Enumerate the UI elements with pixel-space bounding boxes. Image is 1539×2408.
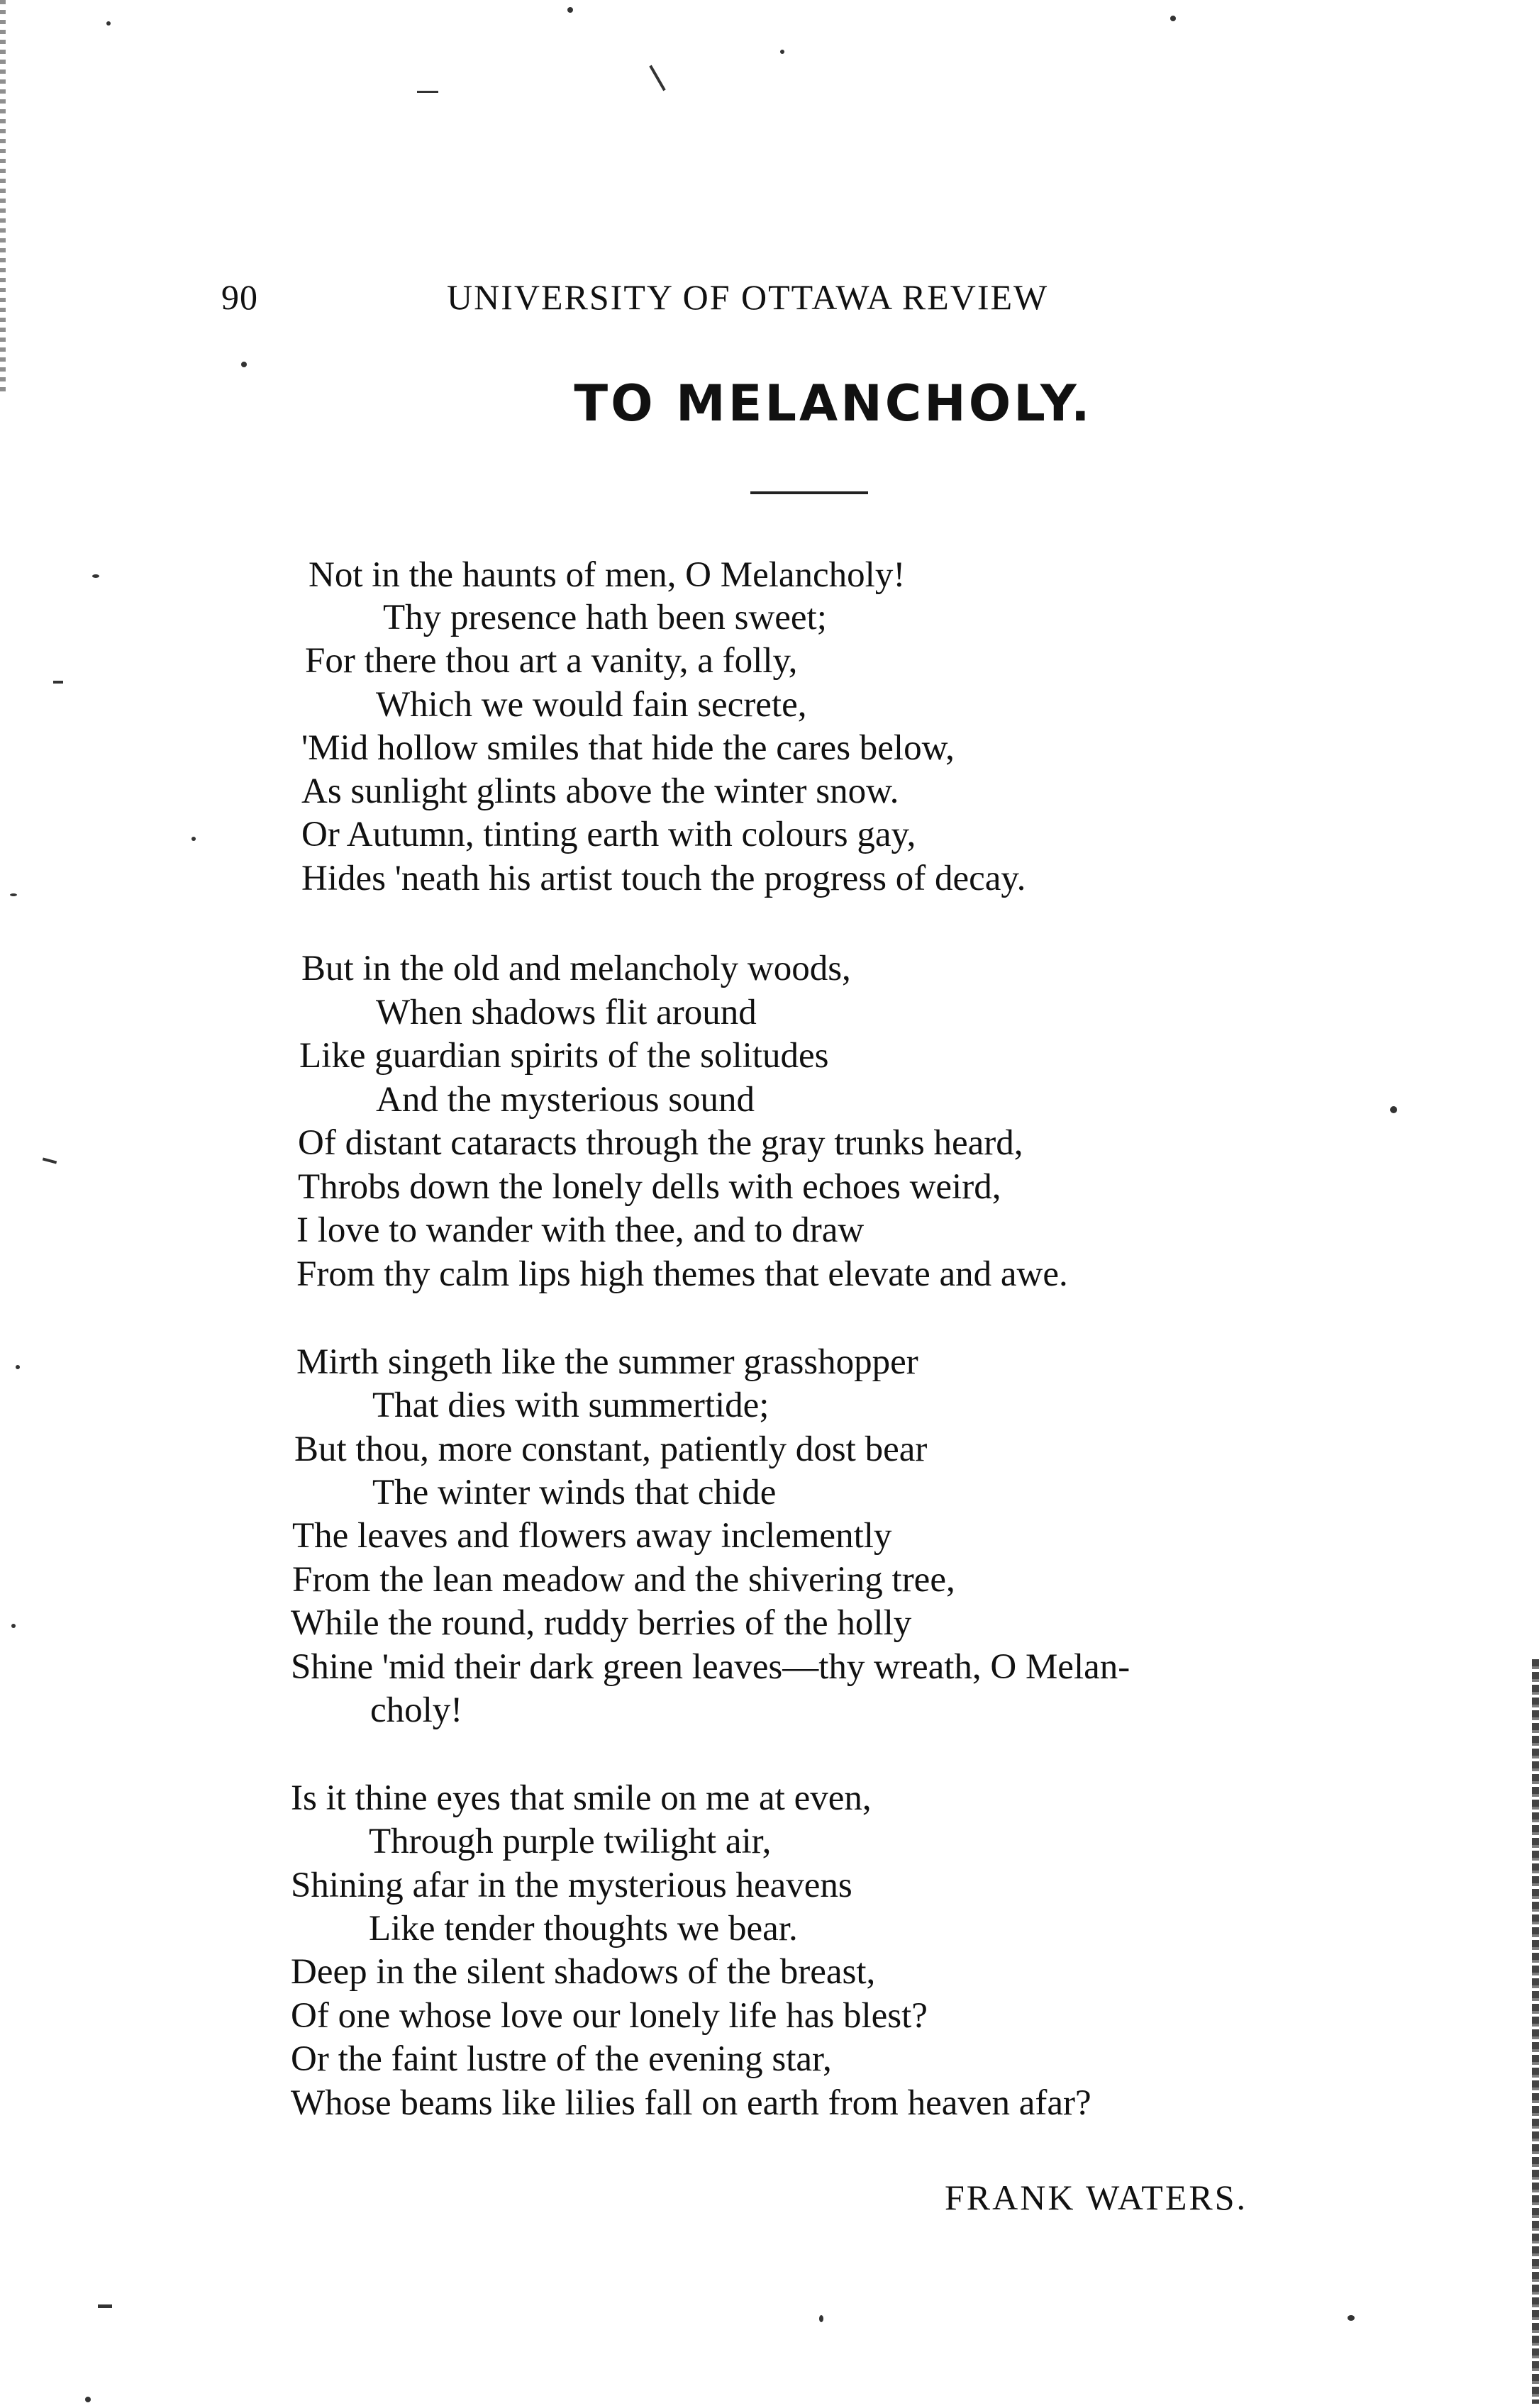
poem-line: Of one whose love our lonely life has blest?: [291, 1996, 928, 2036]
poem-line: Which we would fain secrete,: [376, 685, 807, 725]
scan-speck: [16, 1365, 20, 1369]
poem-line: 'Mid hollow smiles that hide the cares below,: [301, 728, 955, 768]
poem-line: Shine 'mid their dark green leaves—thy wreath, O Melan-: [291, 1647, 1130, 1687]
scan-speck: [819, 2315, 823, 2322]
poem-line: The winter winds that chide: [372, 1473, 777, 1512]
poem-line: Is it thine eyes that smile on me at even,: [291, 1778, 872, 1818]
scan-speck: [85, 2397, 91, 2402]
poem-line: Through purple twilight air,: [369, 1822, 772, 1861]
poem-line: As sunlight glints above the winter snow.: [301, 771, 899, 811]
scan-edge-left: [0, 0, 6, 397]
poem-line: But in the old and melancholy woods,: [301, 949, 851, 988]
scan-speck: [567, 7, 573, 13]
scan-speck: [191, 837, 196, 841]
poem-line: And the mysterious sound: [376, 1080, 755, 1120]
scan-speck: [780, 50, 784, 54]
poem-line: Hides 'neath his artist touch the progress of decay.: [301, 859, 1026, 898]
scan-speck: [43, 1157, 57, 1164]
scan-speck: [98, 2304, 112, 2308]
scan-speck: [106, 21, 111, 26]
scan-speck: [649, 65, 665, 91]
scan-speck: [417, 91, 438, 93]
running-head: UNIVERSITY OF OTTAWA REVIEW: [447, 277, 1049, 317]
poem-line: The leaves and flowers away inclemently: [292, 1516, 892, 1556]
scan-speck: [92, 574, 99, 578]
poem-line: When shadows flit around: [376, 993, 757, 1032]
page-header: [0, 277, 1539, 326]
poem-line: But thou, more constant, patiently dost bear: [294, 1429, 928, 1469]
poem-line: Mirth singeth like the summer grasshopper: [296, 1342, 918, 1382]
poem-line: choly!: [370, 1690, 463, 1730]
poem-line: Whose beams like lilies fall on earth from heaven afar?: [291, 2083, 1091, 2123]
poem-line: Or Autumn, tinting earth with colours gay,: [301, 815, 916, 854]
scan-speck: [241, 362, 247, 367]
scan-speck: [1390, 1106, 1397, 1113]
scan-speck: [53, 681, 63, 684]
poem-line: Not in the haunts of men, O Melancholy!: [309, 555, 906, 595]
title-rule: [750, 491, 868, 494]
poem-line: From the lean meadow and the shivering tree,: [292, 1560, 955, 1600]
scan-speck: [1170, 16, 1176, 21]
poem-line: Like tender thoughts we bear.: [369, 1909, 798, 1949]
scan-speck: [11, 1624, 16, 1628]
scan-speck: [1348, 2315, 1355, 2321]
poem-line: That dies with summertide;: [372, 1386, 770, 1425]
poem-line: For there thou art a vanity, a folly,: [305, 641, 798, 681]
poem-line: I love to wander with thee, and to draw: [296, 1210, 865, 1250]
author-signature: FRANK WATERS.: [945, 2178, 1248, 2217]
poem-title: TO MELANCHOLY.: [574, 374, 1093, 433]
poem-line: Of distant cataracts through the gray trunks heard,: [298, 1123, 1023, 1163]
poem-line: Deep in the silent shadows of the breast,: [291, 1952, 876, 1992]
scan-speck: [10, 893, 17, 896]
poem-line: From thy calm lips high themes that elevate and awe.: [296, 1254, 1068, 1294]
poem-line: Like guardian spirits of the solitudes: [299, 1036, 829, 1076]
poem-line: While the round, ruddy berries of the holly: [291, 1603, 912, 1643]
poem-line: Thy presence hath been sweet;: [383, 598, 827, 637]
page-number: 90: [221, 277, 258, 317]
poem-line: Or the faint lustre of the evening star,: [291, 2039, 832, 2079]
poem-line: Throbs down the lonely dells with echoes weird,: [298, 1167, 1001, 1207]
scan-edge-right: [1532, 1659, 1539, 2404]
poem-line: Shining afar in the mysterious heavens: [291, 1866, 852, 1905]
